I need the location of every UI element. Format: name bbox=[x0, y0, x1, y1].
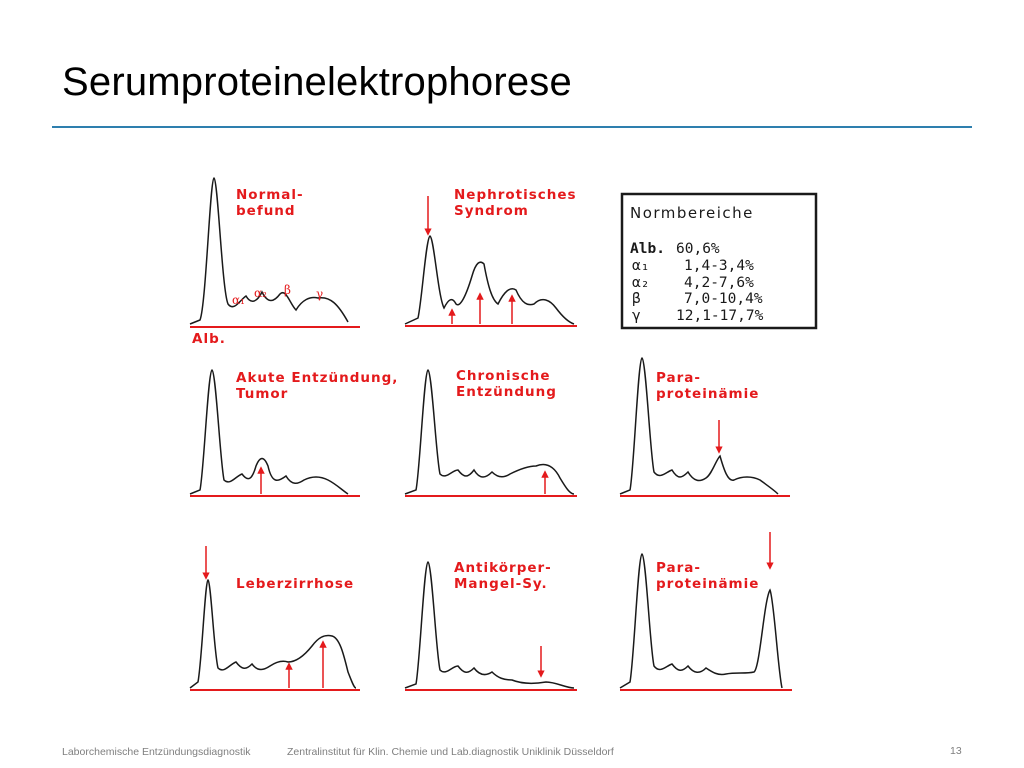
panel-paraprotein-1 bbox=[620, 358, 790, 496]
legend-box bbox=[622, 194, 816, 328]
alpha2-label: α₂ bbox=[254, 286, 267, 300]
legend-row-name: γ bbox=[632, 308, 641, 324]
legend-row-value: 1,4-3,4% bbox=[684, 258, 754, 274]
page-number: 13 bbox=[950, 745, 962, 757]
panel-label-line1: Akute Entzündung, bbox=[236, 370, 399, 386]
legend-row-value: 4,2-7,6% bbox=[684, 275, 754, 291]
albumin-label: Alb. bbox=[192, 331, 226, 347]
panel-label-line1: Leberzirrhose bbox=[236, 576, 355, 592]
panel-label-line2: proteinämie bbox=[656, 386, 760, 402]
legend-row-name: α₂ bbox=[632, 275, 650, 291]
panel-label-line2: Tumor bbox=[236, 386, 289, 402]
panel-label-line2: proteinämie bbox=[656, 576, 760, 592]
panel-label-line2: Entzündung bbox=[456, 384, 557, 400]
gamma-label: γ bbox=[316, 287, 324, 301]
curve bbox=[405, 236, 574, 324]
panel-nephrotic bbox=[405, 187, 577, 326]
legend-row-value: 7,0-10,4% bbox=[684, 291, 763, 307]
panel-label-line1: Nephrotisches bbox=[454, 187, 577, 203]
panel-paraprotein-2 bbox=[620, 532, 792, 690]
slide-title: Serumproteinelektrophorese bbox=[62, 60, 572, 104]
footer-left-text: Laborchemische Entzündungsdiagnostik bbox=[62, 746, 251, 758]
panel-chronic bbox=[405, 368, 577, 496]
panel-normal bbox=[190, 178, 360, 347]
panel-label-line1: Chronische bbox=[456, 368, 551, 384]
panel-label-line2: befund bbox=[236, 203, 296, 219]
panel-label-line1: Normal- bbox=[236, 187, 304, 203]
legend-row-name: Alb. bbox=[630, 241, 665, 257]
panel-label-line2: Mangel-Sy. bbox=[454, 576, 548, 592]
legend-row-name: α₁ bbox=[632, 258, 650, 274]
panel-antibody bbox=[405, 560, 577, 690]
footer-center-text: Zentralinstitut für Klin. Chemie und Lab.diagnostik Uniklinik Düsseldorf bbox=[287, 746, 614, 758]
panel-cirrhosis bbox=[190, 546, 360, 690]
beta-label: β bbox=[284, 283, 291, 297]
legend-title: Normbereiche bbox=[630, 204, 754, 222]
panel-label-line1: Antikörper- bbox=[454, 560, 552, 576]
curve bbox=[190, 580, 356, 688]
legend-row-name: β bbox=[632, 291, 641, 307]
panel-label-line1: Para- bbox=[656, 370, 702, 386]
panel-label-line2: Syndrom bbox=[454, 203, 529, 219]
panel-label-line1: Para- bbox=[656, 560, 702, 576]
alpha1-label: α₁ bbox=[232, 293, 245, 307]
legend-row-value: 12,1-17,7% bbox=[676, 308, 764, 324]
legend-row-value: 60,6% bbox=[676, 241, 720, 257]
panel-acute bbox=[190, 370, 398, 496]
